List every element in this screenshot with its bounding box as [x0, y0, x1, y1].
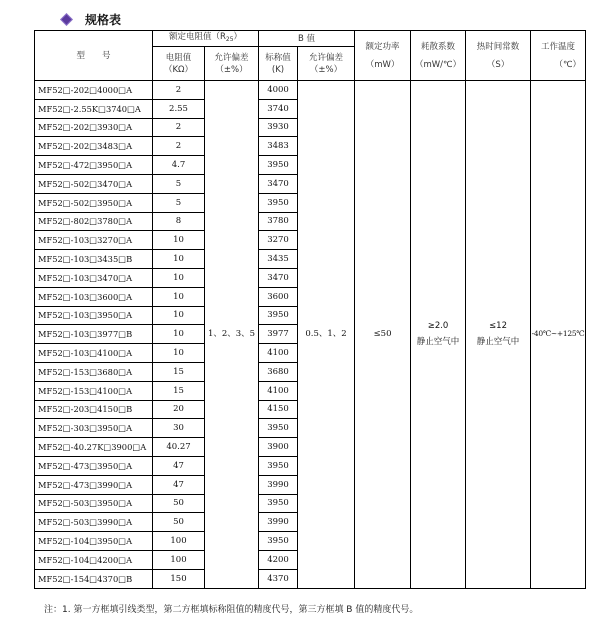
diamond-bullet-icon [60, 13, 73, 26]
cell-model: MF52□-202□3483□A [35, 137, 153, 156]
cell-b-nominal: 3950 [259, 419, 298, 438]
section-title: 规格表 [85, 13, 122, 27]
cell-resistance-tolerance: 1、2、3、5 [205, 81, 259, 589]
header-b-tolerance: 允许偏差 （±%） [298, 47, 355, 81]
time-constant-note: 静止空气中 [476, 337, 520, 348]
cell-resistance: 47 [153, 475, 205, 494]
cell-resistance: 100 [153, 532, 205, 551]
cell-model: MF52□-202□3930□A [35, 118, 153, 137]
cell-b-nominal: 3950 [259, 156, 298, 175]
cell-model: MF52□-103□4100□A [35, 344, 153, 363]
cell-resistance: 40.27 [153, 438, 205, 457]
cell-model: MF52□-303□3950□A [35, 419, 153, 438]
cell-b-nominal: 3470 [259, 268, 298, 287]
header-model: 型 号 [35, 31, 153, 81]
cell-model: MF52□-103□3470□A [35, 268, 153, 287]
cell-b-nominal: 3930 [259, 118, 298, 137]
cell-b-nominal: 3950 [259, 306, 298, 325]
cell-b-nominal: 3600 [259, 287, 298, 306]
cell-model: MF52□-2.55K□3740□A [35, 99, 153, 118]
cell-b-nominal: 3950 [259, 456, 298, 475]
cell-model: MF52□-104□3950□A [35, 532, 153, 551]
section-heading [62, 11, 121, 28]
cell-b-nominal: 3483 [259, 137, 298, 156]
cell-b-nominal: 3950 [259, 494, 298, 513]
cell-b-nominal: 3780 [259, 212, 298, 231]
dissipation-note: 静止空气中 [416, 337, 460, 348]
cell-model: MF52□-40.27K□3900□A [35, 438, 153, 457]
cell-b-nominal: 3270 [259, 231, 298, 250]
header-dissipation: 耗散系数 （mW/℃） [411, 31, 466, 81]
cell-resistance: 10 [153, 268, 205, 287]
cell-resistance: 2 [153, 81, 205, 100]
cell-resistance: 10 [153, 344, 205, 363]
cell-dissipation [411, 81, 466, 589]
cell-b-nominal: 4370 [259, 569, 298, 588]
cell-model: MF52□-502□3950□A [35, 193, 153, 212]
cell-model: MF52□-802□3780□A [35, 212, 153, 231]
cell-resistance: 10 [153, 287, 205, 306]
cell-resistance: 30 [153, 419, 205, 438]
dissipation-value: ≥2.0 [427, 321, 449, 332]
cell-b-nominal: 3990 [259, 475, 298, 494]
cell-b-nominal: 3470 [259, 174, 298, 193]
footnote: 注：1. 第一方框填引线类型，第二方框填标称阻值的精度代号，第三方框填 B 值的精度代号。 [44, 605, 419, 615]
cell-model: MF52□-103□3270□A [35, 231, 153, 250]
header-rated-resistance: 额定电阻值$(R_{25})$ [153, 31, 259, 47]
cell-resistance: 4.7 [153, 156, 205, 175]
header-time-constant: 热时间常数 （S） [466, 31, 531, 81]
cell-b-nominal: 3900 [259, 438, 298, 457]
cell-b-nominal: 3950 [259, 532, 298, 551]
cell-model: MF52□-103□3600□A [35, 287, 153, 306]
header-b-value: B 值 [259, 31, 355, 47]
cell-b-nominal: 3680 [259, 362, 298, 381]
cell-resistance: 50 [153, 513, 205, 532]
header-resistance-tolerance: 允许偏差 （±%） [205, 47, 259, 81]
table-row [35, 81, 586, 100]
cell-model: MF52□-153□3680□A [35, 362, 153, 381]
cell-power: ≤50 [355, 81, 411, 589]
cell-b-nominal: 4200 [259, 550, 298, 569]
cell-model: MF52□-502□3470□A [35, 174, 153, 193]
header-power: 额定功率 （mW） [355, 31, 411, 81]
header-temperature: 工作温度 （℃） [531, 31, 586, 81]
cell-b-nominal: 3990 [259, 513, 298, 532]
cell-model: MF52□-202□4000□A [35, 81, 153, 100]
cell-b-tolerance: 0.5、1、2 [298, 81, 355, 589]
cell-resistance: 15 [153, 381, 205, 400]
cell-resistance: 5 [153, 174, 205, 193]
cell-resistance: 150 [153, 569, 205, 588]
cell-model: MF52□-154□4370□B [35, 569, 153, 588]
cell-model: MF52□-103□3977□B [35, 325, 153, 344]
cell-temperature: -40℃~+125℃ [531, 81, 586, 589]
cell-resistance: 8 [153, 212, 205, 231]
cell-resistance: 2.55 [153, 99, 205, 118]
cell-b-nominal: 4000 [259, 81, 298, 100]
cell-resistance: 15 [153, 362, 205, 381]
cell-b-nominal: 3950 [259, 193, 298, 212]
cell-resistance: 100 [153, 550, 205, 569]
time-constant-value: ≤12 [489, 321, 507, 332]
cell-b-nominal: 4150 [259, 400, 298, 419]
cell-model: MF52□-503□3950□A [35, 494, 153, 513]
cell-resistance: 2 [153, 118, 205, 137]
cell-resistance: 10 [153, 325, 205, 344]
cell-model: MF52□-153□4100□A [35, 381, 153, 400]
cell-model: MF52□-473□3950□A [35, 456, 153, 475]
cell-model: MF52□-104□4200□A [35, 550, 153, 569]
spec-table [34, 30, 586, 589]
cell-resistance: 2 [153, 137, 205, 156]
cell-b-nominal: 4100 [259, 381, 298, 400]
cell-resistance: 5 [153, 193, 205, 212]
cell-b-nominal: 3740 [259, 99, 298, 118]
cell-model: MF52□-103□3435□B [35, 250, 153, 269]
header-resistance: 电阻值 （KΩ） [153, 47, 205, 81]
header-b-nominal: 标称值 (K) [259, 47, 298, 81]
cell-b-nominal: 3977 [259, 325, 298, 344]
cell-resistance: 10 [153, 250, 205, 269]
cell-b-nominal: 3435 [259, 250, 298, 269]
cell-model: MF52□-473□3990□A [35, 475, 153, 494]
cell-resistance: 10 [153, 306, 205, 325]
cell-resistance: 47 [153, 456, 205, 475]
cell-resistance: 10 [153, 231, 205, 250]
cell-resistance: 20 [153, 400, 205, 419]
cell-model: MF52□-203□4150□B [35, 400, 153, 419]
cell-time-constant [466, 81, 531, 589]
cell-model: MF52□-103□3950□A [35, 306, 153, 325]
cell-model: MF52□-472□3950□A [35, 156, 153, 175]
cell-b-nominal: 4100 [259, 344, 298, 363]
cell-resistance: 50 [153, 494, 205, 513]
cell-model: MF52□-503□3990□A [35, 513, 153, 532]
